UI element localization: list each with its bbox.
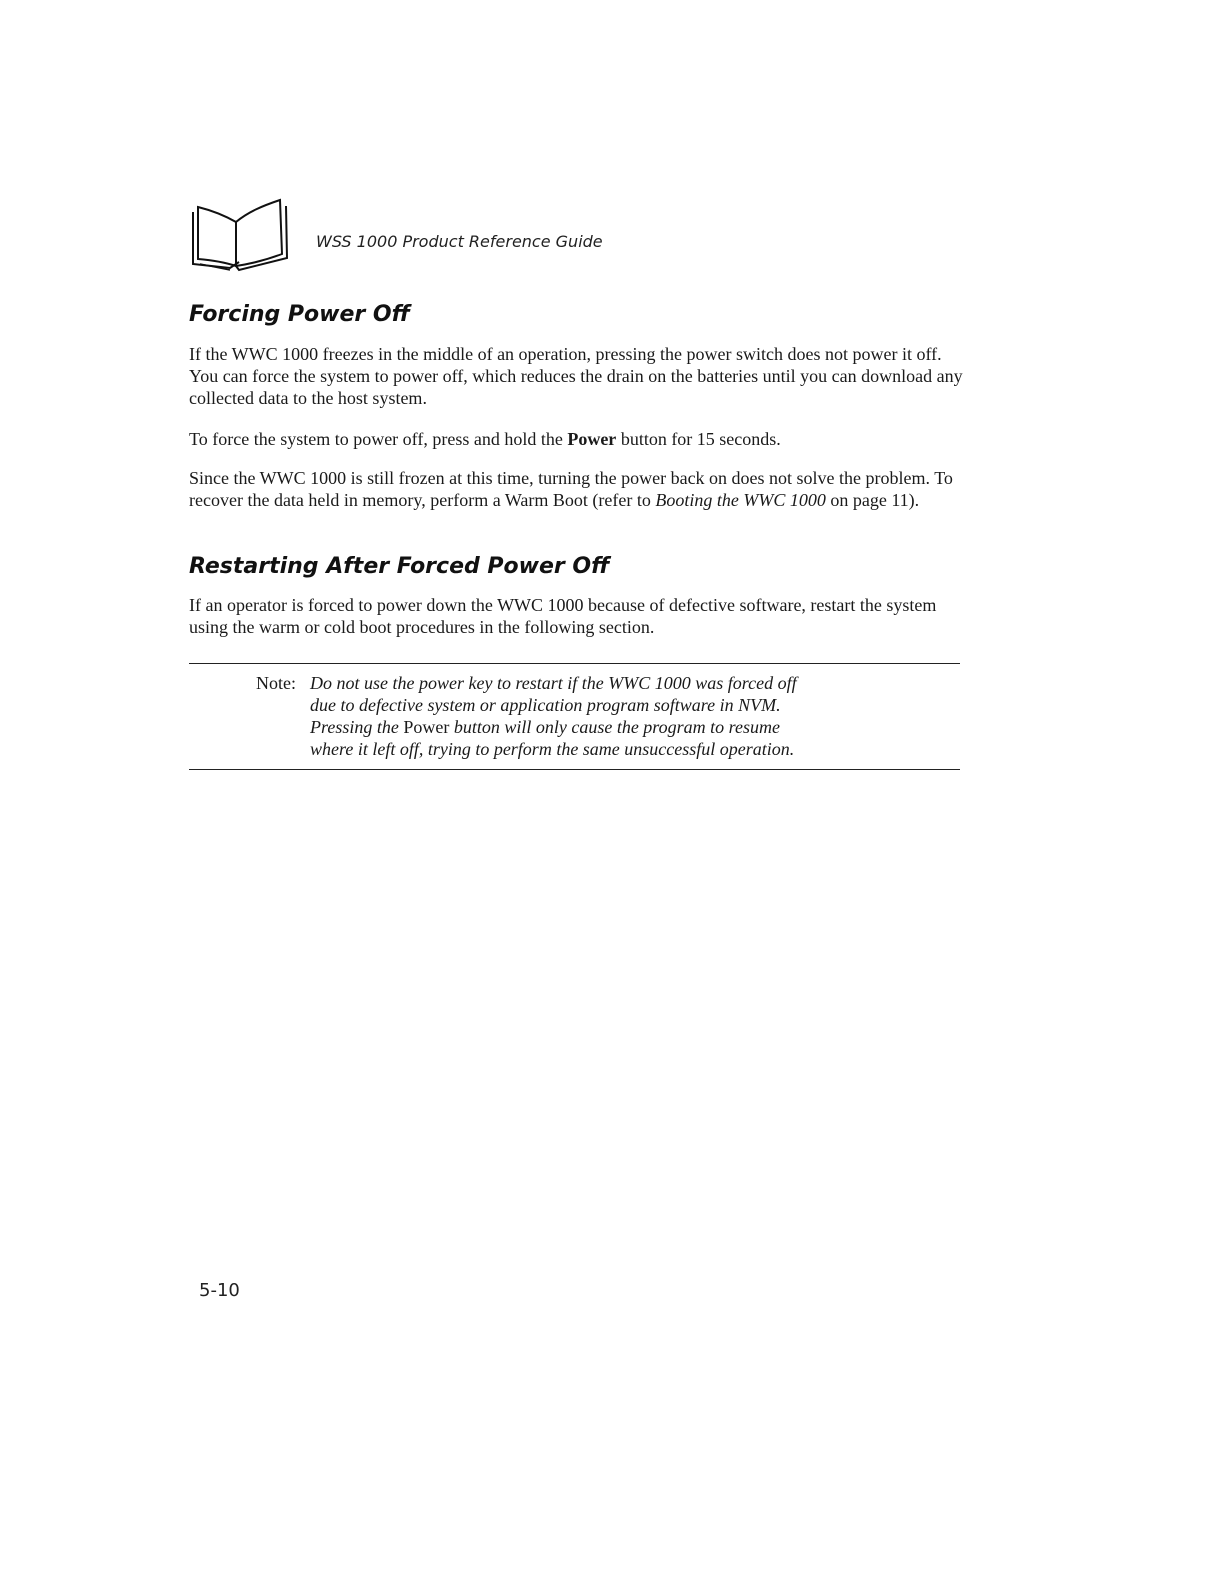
note-line-3-before: Pressing the xyxy=(310,717,404,737)
note-label: Note: xyxy=(256,673,296,693)
heading-restarting-after-forced-power-off: Restarting After Forced Power Off xyxy=(189,554,610,579)
cross-reference-booting: Booting the WWC 1000 xyxy=(655,490,826,510)
page-number: 5-10 xyxy=(199,1280,240,1301)
note-body xyxy=(310,672,956,760)
note-line-4: where it left off, trying to perform the same unsuccessful operation. xyxy=(310,739,795,759)
note-line-3-after: button will only cause the program to resume xyxy=(449,717,780,737)
paragraph-restart: If an operator is forced to power down the WWC 1000 because of defective software, restart the system using the warm or cold boot procedures in the following section. xyxy=(189,595,937,637)
running-header: WSS 1000 Product Reference Guide xyxy=(316,232,603,251)
paragraph-still-frozen xyxy=(189,467,964,511)
open-book-icon xyxy=(190,198,290,276)
power-button-term: Power xyxy=(567,429,617,449)
para2-text-before: To force the system to power off, press and hold the xyxy=(189,429,568,449)
para2-text-after: button for 15 seconds. xyxy=(616,429,781,449)
note-top-rule xyxy=(189,663,960,664)
paragraph-freeze: If the WWC 1000 freezes in the middle of an operation, pressing the power switch does not power it off. You can force the system to power off, which reduces the drain on the batteries until you can download any collected data to the host system. xyxy=(189,344,963,408)
paragraph-force-off xyxy=(189,428,964,450)
note-line-3 xyxy=(310,716,956,738)
note-bottom-rule xyxy=(189,769,960,770)
note-block xyxy=(256,672,956,760)
note-power-term: Power xyxy=(403,717,450,737)
para3-text-before: Since the WWC 1000 is still frozen at this time, turning the power back on does not solve the problem. To recover the data held in memory, perform a Warm Boot (refer to xyxy=(189,468,953,510)
note-line-2: due to defective system or application program software in NVM. xyxy=(310,695,781,715)
para3-text-after: on page 11). xyxy=(825,490,920,510)
note-line-1: Do not use the power key to restart if the WWC 1000 was forced off xyxy=(310,673,797,693)
heading-forcing-power-off: Forcing Power Off xyxy=(189,302,410,327)
